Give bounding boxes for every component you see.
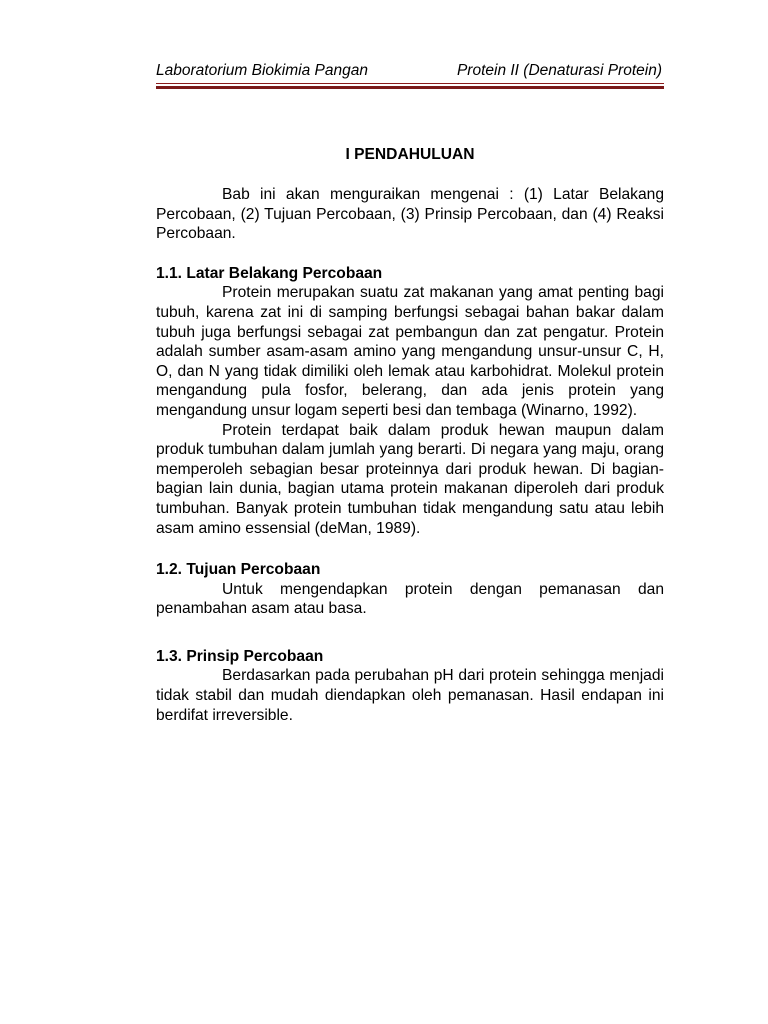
paragraph-tujuan: Untuk mengendapkan protein dengan pemanasan dan penambahan asam atau basa. (156, 580, 664, 618)
section-heading-latar-belakang: 1.1. Latar Belakang Percobaan (156, 264, 383, 282)
paragraph-latar-belakang-1: Protein merupakan suatu zat makanan yang amat penting bagi tubuh, karena zat ini di samping berfungsi sebagai bahan bakar dalam tubuh juga berfungsi sebagai zat pembangun dan zat pengatur. Protein adalah sumber asam-asam amino yang mengandung unsur-unsur C, H, O, dan N yang tidak dimiliki oleh lemak atau karbohidrat. Molekul protein mengandung pula fosfor, belerang, dan ada jenis protein yang mengandung unsur logam seperti besi dan tembaga (Winarno, 1992). (156, 284, 664, 419)
section-heading-prinsip: 1.3. Prinsip Percobaan (156, 647, 324, 665)
spacer (156, 538, 664, 560)
paragraph-latar-belakang-2: Protein terdapat baik dalam produk hewan maupun dalam produk tumbuhan dalam jumlah yang berarti. Di negara yang maju, orang memperoleh sebagian besar proteinnya dari produk hewan. Di bagian-bagian lain dunia, bagian utama protein makanan diperoleh dari produk tumbuhan. Banyak protein tumbuhan tidak mengandung satu atau lebih asam amino essensial (deMan, 1989). (156, 421, 664, 537)
header-document-title: Protein II (Denaturasi Protein) (456, 62, 662, 79)
section-heading-tujuan: 1.2. Tujuan Percobaan (156, 561, 321, 579)
chapter-title: I PENDAHULUAN (345, 146, 475, 163)
header-rule-thin (156, 83, 664, 84)
spacer (156, 619, 664, 647)
page-header (156, 60, 664, 82)
header-rule-thick (156, 86, 664, 89)
intro-paragraph: Bab ini akan menguraikan mengenai : (1) Latar Belakang Percobaan, (2) Tujuan Percobaan, (3) Prinsip Percobaan, dan (4) Reaksi Percobaan. (156, 186, 664, 243)
spacer (156, 244, 664, 264)
page-body (156, 145, 664, 725)
header-lab-name: Laboratorium Biokimia Pangan (156, 62, 368, 79)
paragraph-prinsip: Berdasarkan pada perubahan pH dari protein sehingga menjadi tidak stabil dan mudah diendapkan oleh pemanasan. Hasil endapan ini berdifat irreversible. (156, 667, 664, 724)
